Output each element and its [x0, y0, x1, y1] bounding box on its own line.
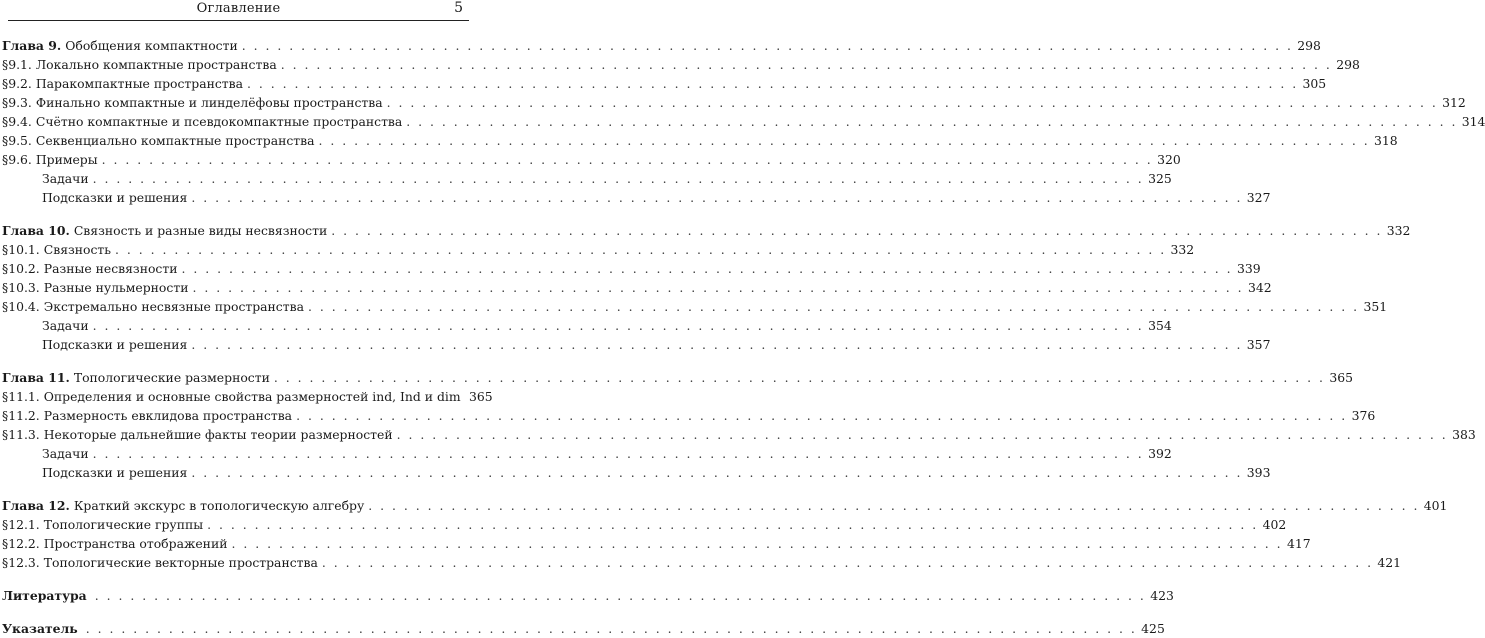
dot-leader — [86, 620, 1137, 638]
toc-title: Секвенциально компактные пространства — [35, 133, 315, 148]
toc-page-number: 402 — [1262, 517, 1287, 532]
dot-leader — [331, 222, 1382, 240]
toc-number: §9.6. — [2, 152, 32, 167]
toc-chapter-line — [2, 369, 1353, 387]
toc-page-number: 318 — [1374, 133, 1398, 148]
toc-number: Глава 12. — [2, 498, 70, 513]
toc-title: Разные нульмерности — [43, 280, 189, 295]
toc-title: Счётно компактные и псевдокомпактные пространства — [35, 114, 403, 129]
dot-leader — [191, 189, 1242, 207]
toc-title: Обобщения компактности — [65, 38, 238, 53]
toc-chapter-line — [2, 497, 1448, 515]
toc-page-number: 312 — [1442, 95, 1466, 110]
toc-section-line — [2, 56, 1360, 74]
toc-title: Задачи — [42, 318, 89, 333]
toc-title: Топологические группы — [43, 517, 204, 532]
dot-leader — [192, 279, 1243, 297]
dot-leader — [387, 94, 1438, 112]
toc-page-number: 339 — [1236, 261, 1261, 276]
toc-title: Связность и разные виды несвязности — [73, 223, 328, 238]
toc-number: §11.3. — [2, 427, 40, 442]
toc-page-number: 383 — [1452, 427, 1476, 442]
toc-section-line — [2, 260, 1261, 278]
toc-page-number: 393 — [1246, 465, 1271, 480]
toc-page-number: 332 — [1170, 242, 1195, 257]
toc-title: Примеры — [35, 152, 98, 167]
toc-subitem-line — [2, 445, 1172, 463]
toc-number: §12.1. — [2, 517, 40, 532]
toc-title: Подсказки и решения — [42, 465, 188, 480]
toc-title: Локально компактные пространства — [35, 57, 277, 72]
dot-leader — [368, 497, 1419, 515]
toc-page-number: 425 — [1141, 621, 1165, 636]
toc-page-number: 365 — [1329, 370, 1353, 385]
toc-number: §11.1. — [2, 389, 40, 404]
toc-title: Задачи — [42, 446, 89, 461]
running-head-title: Оглавление — [196, 1, 281, 16]
toc-subitem-line — [2, 317, 1172, 335]
dot-leader — [181, 260, 1232, 278]
toc-title: Разные несвязности — [43, 261, 178, 276]
toc-title: Паракомпактные пространства — [35, 76, 244, 91]
toc-number: §9.1. — [2, 57, 32, 72]
toc-section-line — [2, 151, 1181, 169]
dot-leader — [296, 407, 1347, 425]
toc-title: Размерность евклидова пространства — [43, 408, 293, 423]
toc-section-line — [2, 279, 1272, 297]
toc-title: Пространства отображений — [43, 536, 228, 551]
toc-page-number: 357 — [1246, 337, 1271, 352]
toc-subitem-line — [2, 336, 1271, 354]
dot-leader — [93, 445, 1144, 463]
dot-leader — [406, 113, 1457, 131]
dot-leader — [191, 464, 1242, 482]
toc-section-line — [2, 535, 1311, 553]
toc-section-line — [2, 132, 1398, 150]
toc-page-number: 327 — [1246, 190, 1271, 205]
toc-number: §10.2. — [2, 261, 40, 276]
dot-leader — [93, 170, 1144, 188]
dot-leader — [397, 426, 1448, 444]
toc-title: Финально компактные и линделёфовы пространства — [35, 95, 383, 110]
toc-subitem-line — [2, 189, 1271, 207]
dot-leader — [308, 298, 1359, 316]
toc-chapter-line — [2, 620, 1165, 638]
toc-page-number: 354 — [1148, 318, 1172, 333]
dot-leader — [231, 535, 1282, 553]
toc-number: §12.3. — [2, 555, 40, 570]
toc-page-number: 320 — [1157, 152, 1181, 167]
dot-leader — [322, 554, 1373, 572]
toc-section-line — [2, 298, 1388, 316]
toc-number: Указатель — [2, 621, 78, 636]
toc-number: §9.3. — [2, 95, 32, 110]
toc-page-number: 376 — [1351, 408, 1376, 423]
toc-chapter-line — [2, 222, 1411, 240]
dot-leader — [247, 75, 1298, 93]
toc-title: Экстремально несвязные пространства — [43, 299, 304, 314]
toc-section-line — [2, 426, 1476, 444]
toc-number: Глава 11. — [2, 370, 70, 385]
dot-leader — [207, 516, 1258, 534]
toc-title: Подсказки и решения — [42, 337, 188, 352]
toc-number: §11.2. — [2, 408, 40, 423]
dot-leader — [319, 132, 1370, 150]
toc-title: Подсказки и решения — [42, 190, 188, 205]
dot-leader — [242, 37, 1293, 55]
toc-title: Топологические векторные пространства — [43, 555, 318, 570]
toc-section-line — [2, 407, 1376, 425]
toc-title: Связность — [43, 242, 112, 257]
toc-section-line — [2, 388, 493, 406]
toc-page-number: 401 — [1423, 498, 1448, 513]
toc-title: Топологические размерности — [73, 370, 270, 385]
toc-page-number: 332 — [1386, 223, 1411, 238]
toc-page-number: 298 — [1336, 57, 1360, 72]
toc-subitem-line — [2, 464, 1271, 482]
dot-leader — [115, 241, 1166, 259]
toc-section-line — [2, 75, 1327, 93]
toc-number: Глава 9. — [2, 38, 62, 53]
toc-number: §10.3. — [2, 280, 40, 295]
toc-page-number: 365 — [468, 389, 493, 404]
toc-title: Краткий экскурс в топологическую алгебру — [73, 498, 365, 513]
toc-section-line — [2, 516, 1287, 534]
dot-leader — [93, 317, 1144, 335]
toc-page-number: 325 — [1148, 171, 1172, 186]
toc-section-line — [2, 94, 1466, 112]
page-header — [8, 0, 469, 21]
page-number: 5 — [454, 0, 463, 16]
toc-number: Глава 10. — [2, 223, 70, 238]
dot-leader — [191, 336, 1242, 354]
toc-number: Литература — [2, 588, 87, 603]
toc-page-number: 314 — [1461, 114, 1485, 129]
toc-title: Задачи — [42, 171, 89, 186]
toc-page-number: 298 — [1297, 38, 1321, 53]
toc-number: §10.1. — [2, 242, 40, 257]
dot-leader — [102, 151, 1153, 169]
dot-leader — [274, 369, 1325, 387]
dot-leader — [281, 56, 1332, 74]
toc-number: §10.4. — [2, 299, 40, 314]
toc-page-number: 392 — [1148, 446, 1172, 461]
toc-number: §9.4. — [2, 114, 32, 129]
toc-chapter-line — [2, 37, 1321, 55]
toc-page-number: 351 — [1363, 299, 1388, 314]
toc-subitem-line — [2, 170, 1172, 188]
toc-section-line — [2, 113, 1485, 131]
toc-number: §12.2. — [2, 536, 40, 551]
toc-page-number: 417 — [1286, 536, 1311, 551]
toc-section-line — [2, 554, 1402, 572]
toc-page-number: 421 — [1377, 555, 1402, 570]
toc-page-number: 305 — [1302, 76, 1327, 91]
dot-leader — [95, 587, 1146, 605]
toc-title: Некоторые дальнейшие факты теории размерностей — [43, 427, 393, 442]
toc-chapter-line — [2, 587, 1174, 605]
toc-title: Определения и основные свойства размерностей ind, Ind и dim — [43, 389, 461, 404]
toc-number: §9.2. — [2, 76, 32, 91]
toc-page-number: 423 — [1150, 588, 1174, 603]
toc-number: §9.5. — [2, 133, 32, 148]
toc-section-line — [2, 241, 1195, 259]
toc-page-number: 342 — [1247, 280, 1272, 295]
